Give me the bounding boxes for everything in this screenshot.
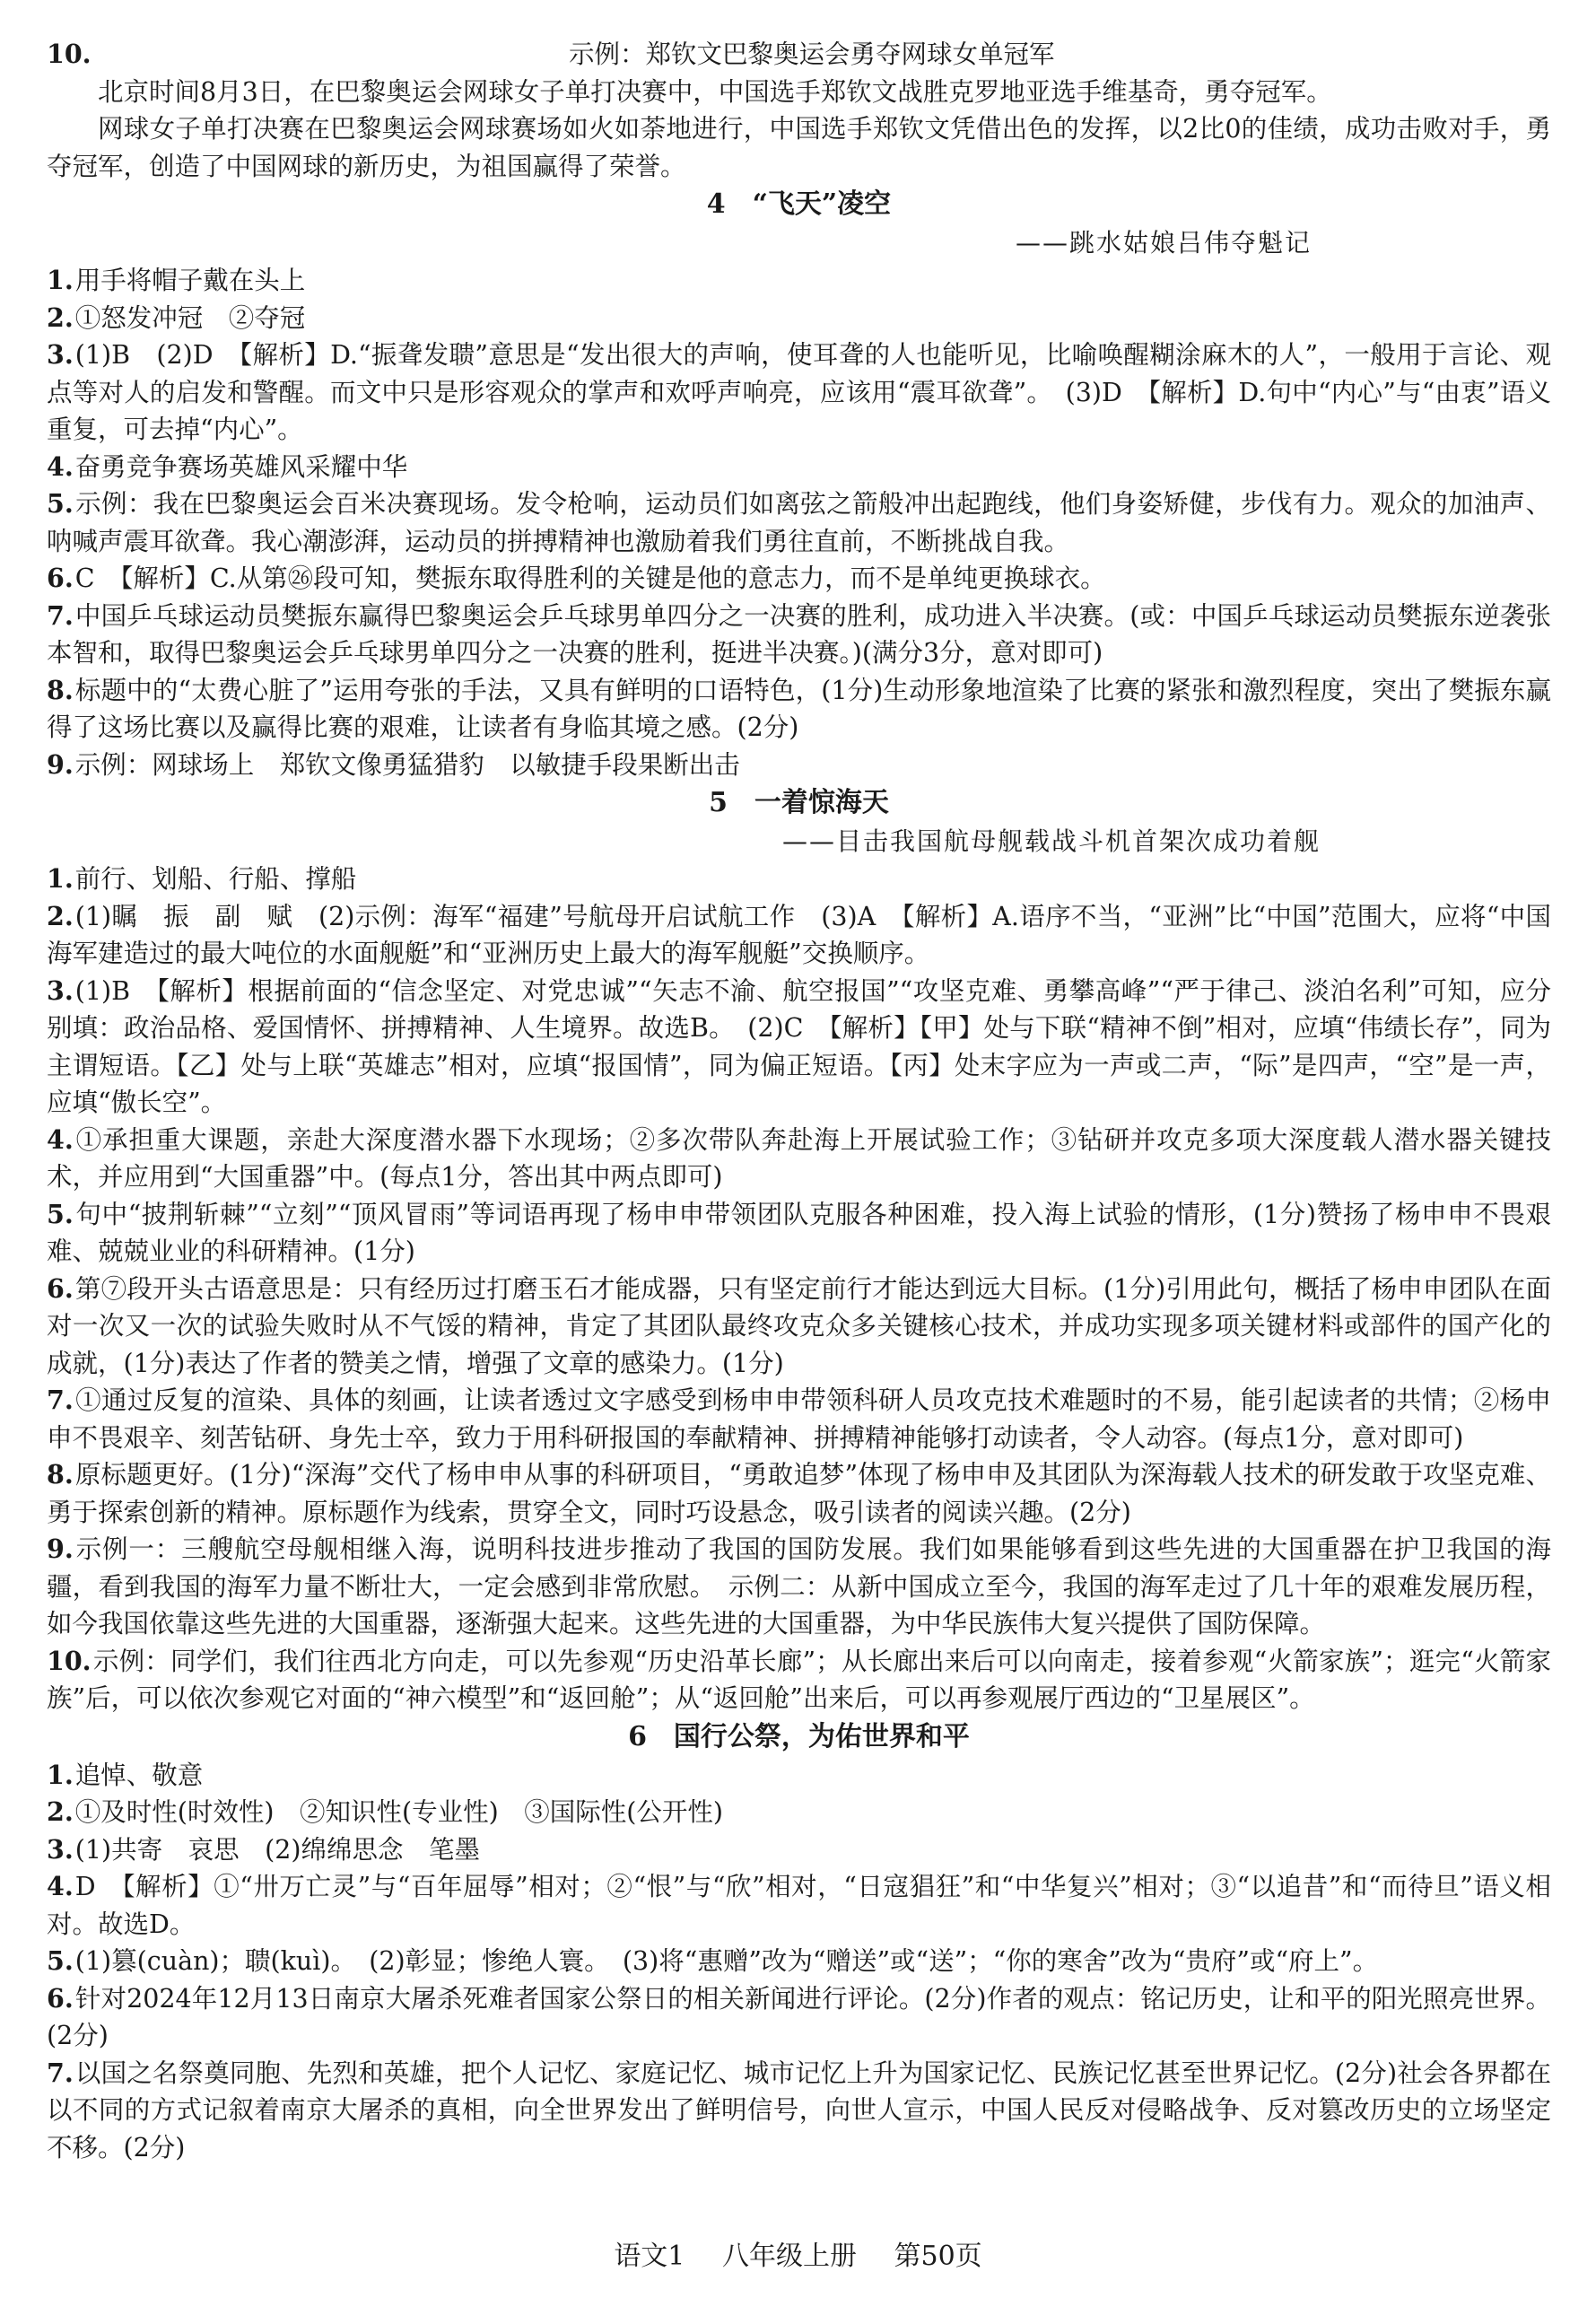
list-item: [47, 300, 1551, 337]
item-number: 5.: [47, 1198, 74, 1229]
item-text: 追悼、敬意: [74, 1760, 204, 1790]
item-number: 5.: [47, 1945, 74, 1976]
item-text: (1)B 【解析】根据前面的“信念坚定、对党忠诚”“矢志不渝、航空报国”“攻坚克难、勇攀高峰”“严于律己、淡泊名利”可知，应分别填：政治品格、爱国情怀、拼搏精神、人生境界。故选B。 (2)C 【解析】【甲】处与下联“精神不倒”相对，应填“伟绩长存”，同为主谓短语。【乙】处与上联“英雄志”相对，应填“报国情”，同为偏正短语。【丙】处末字应为一声或二声，“际”是四声，“空”是一声，应填“傲长空”。: [47, 975, 1551, 1117]
section-5-title: 5 一着惊海天: [709, 787, 889, 818]
q10-para-2: 网球女子单打决赛在巴黎奥运会网球赛场如火如荼地进行，中国选手郑钦文凭借出色的发挥，以2比0的佳绩，成功击败对手，勇夺冠军，创造了中国网球的新历史，为祖国赢得了荣誉。: [47, 114, 1551, 181]
item-number: 4.: [47, 1123, 74, 1155]
list-item: [47, 973, 1551, 1122]
item-number: 7.: [47, 599, 74, 631]
q10-header: [47, 36, 1551, 74]
item-number: 1.: [47, 863, 74, 894]
list-item: [47, 1868, 1551, 1943]
item-number: 3.: [47, 339, 74, 370]
item-number: 4.: [47, 1871, 74, 1901]
item-number: 1.: [47, 265, 74, 295]
item-text: 针对2024年12月13日南京大屠杀死难者国家公祭日的相关新闻进行评论。(2分)作者的观点：铭记历史，让和平的阳光照亮世界。(2分): [47, 1983, 1551, 2050]
item-text: (1)篡(cuàn)；聩(kuì)。 (2)彰显；惨绝人寰。 (3)将“惠赠”改为“赠送”或“送”；“你的寒舍”改为“贵府”或“府上”。: [74, 1946, 1379, 1976]
list-item: [47, 485, 1551, 560]
item-text: 句中“披荆斩棘”“立刻”“顶风冒雨”等词语再现了杨申申带领团队克服各种困难，投入海上试验的情形，(1分)赞扬了杨申申不畏艰难、兢兢业业的科研精神。(1分): [47, 1199, 1551, 1266]
item-number: 6.: [47, 1272, 74, 1304]
list-item: [47, 1831, 1551, 1869]
item-text: ①承担重大课题，亲赴大深度潜水器下水现场；②多次带队奔赴海上开展试验工作；③钻研并攻克多项大深度载人潜水器关键技术，并应用到“大国重器”中。(每点1分，答出其中两点即可): [47, 1124, 1551, 1192]
item-text: ①及时性(时效性) ②知识性(专业性) ③国际性(公开性): [74, 1797, 723, 1827]
item-number: 2.: [47, 301, 74, 333]
q10-para-1: 北京时间8月3日，在巴黎奥运会网球女子单打决赛中，中国选手郑钦文战胜克罗地亚选手维基奇，勇夺冠军。: [98, 76, 1332, 107]
list-item: [47, 861, 1551, 898]
section-4-subtitle: ——跳水姑娘吕伟夺魁记: [1016, 228, 1313, 258]
item-number: 9.: [47, 1533, 74, 1564]
q10-title: 示例：郑钦文巴黎奥运会勇夺网球女单冠军: [569, 39, 1055, 69]
item-text: ①通过反复的渲染、具体的刻画，让读者透过文字感受到杨申申带领科研人员攻克技术难题时的不易，能引起读者的共情；②杨申申不畏艰辛、刻苦钻研、身先士卒，致力于用科研报国的奉献精神、拼搏精神能够打动读者，令人动容。(每点1分，意对即可): [47, 1385, 1551, 1453]
item-text: 第⑦段开头古语意思是：只有经历过打磨玉石才能成器，只有坚定前行才能达到远大目标。(1分)引用此句，概括了杨申申团队在面对一次又一次的试验失败时从不气馁的精神，肯定了其团队最终攻克众多关键核心技术，并成功实现多项关键材料或部件的国产化的成就，(1分)表达了作者的赞美之情，增强了文章的感染力。(1分): [47, 1273, 1551, 1378]
list-item: [47, 598, 1551, 672]
section-4-answers: [47, 262, 1551, 783]
list-item: [47, 262, 1551, 300]
list-item: [47, 1122, 1551, 1196]
list-item: [47, 1531, 1551, 1643]
list-item: [47, 1196, 1551, 1271]
item-text: 原标题更好。(1分)“深海”交代了杨申申从事的科研项目，“勇敢追梦”体现了杨申申及其团队为深海载人技术的研发敢于攻坚克难、勇于探索创新的精神。原标题作为线索，贯穿全文，同时巧设悬念，吸引读者的阅读兴趣。(2分): [47, 1460, 1551, 1527]
list-item: [47, 747, 1551, 784]
item-number: 8.: [47, 1459, 74, 1490]
item-text: (1)共寄 哀思 (2)绵绵思念 笔墨: [74, 1834, 481, 1865]
item-number: 1.: [47, 1759, 74, 1790]
section-5-answers: [47, 861, 1551, 1717]
list-item: [47, 672, 1551, 747]
footer-grade: 八年级上册: [721, 2241, 857, 2272]
item-number: 8.: [47, 674, 74, 705]
item-text: 示例：我在巴黎奥运会百米决赛现场。发令枪响，运动员们如离弦之箭般冲出起跑线，他们身姿矫健，步伐有力。观众的加油声、呐喊声震耳欲聋。我心潮澎湃，运动员的拼搏精神也激励着我们勇往直前，不断挑战自我。: [47, 489, 1551, 556]
list-item: [47, 449, 1551, 486]
item-number: 2.: [47, 1796, 74, 1827]
footer-page-number: 第50页: [894, 2241, 982, 2272]
item-number: 7.: [47, 2057, 74, 2088]
item-number: 5.: [47, 488, 74, 519]
item-number: 9.: [47, 748, 74, 780]
list-item: [47, 336, 1551, 449]
item-text: 前行、划船、行船、撑船: [74, 864, 357, 894]
item-number: 2.: [47, 900, 74, 931]
list-item: [47, 1382, 1551, 1456]
item-number: 6.: [47, 563, 74, 593]
item-text: (1)瞩 振 副 赋 (2)示例：海军“福建”号航母开启试航工作 (3)A 【解析】A.语序不当，“亚洲”比“中国”范围大，应将“中国海军建造过的最大吨位的水面舰艇”和“亚洲历史上最大的海军舰艇”交换顺序。: [47, 901, 1551, 968]
list-item: [47, 898, 1551, 973]
item-text: 用手将帽子戴在头上: [74, 266, 306, 295]
section-6-answers: [47, 1757, 1551, 2167]
item-number: 3.: [47, 1833, 74, 1865]
q10-number: 10.: [47, 39, 92, 69]
section-5-subtitle: ——目击我国航母舰载战斗机首架次成功着舰: [782, 826, 1321, 856]
item-text: D 【解析】①“卅万亡灵”与“百年屈辱”相对；②“恨”与“欣”相对，“日寇猖狂”和“中华复兴”相对；③“以追昔”和“而待旦”语义相对。故选D。: [47, 1872, 1551, 1939]
section-4-title: 4 “飞天”凌空: [706, 188, 892, 220]
list-item: [47, 1794, 1551, 1831]
item-text: ①怒发冲冠 ②夺冠: [74, 302, 306, 333]
item-number: 7.: [47, 1385, 74, 1415]
list-item: [47, 1943, 1551, 1980]
item-number: 10.: [47, 1645, 92, 1676]
item-text: 示例：同学们，我们往西北方向走，可以先参观“历史沿革长廊”；从长廊出来后可以向南走，接着参观“火箭家族”；逛完“火箭家族”后，可以依次参观它对面的“神六模型”和“返回舱”；从“返回舱”出来后，可以再参观展厅西边的“卫星展区”。: [47, 1646, 1551, 1713]
page-footer: [0, 2239, 1596, 2275]
item-number: 4.: [47, 450, 74, 482]
list-item: [47, 1271, 1551, 1383]
item-text: 以国之名祭奠同胞、先烈和英雄，把个人记忆、家庭记忆、城市记忆上升为国家记忆、民族记忆甚至世界记忆。(2分)社会各界都在以不同的方式记叙着南京大屠杀的真相，向全世界发出了鲜明信号，向世人宣示，中国人民反对侵略战争、反对篡改历史的立场坚定不移。(2分): [47, 2058, 1551, 2163]
list-item: [47, 560, 1551, 598]
item-text: 奋勇竞争赛场英雄风采耀中华: [74, 451, 408, 482]
item-text: 标题中的“太费心脏了”运用夸张的手法，又具有鲜明的口语特色，(1分)生动形象地渲染了比赛的紧张和激烈程度，突出了樊振东赢得了这场比赛以及赢得比赛的艰难，让读者有身临其境之感。(2分): [47, 675, 1551, 742]
section-6-title: 6 国行公祭，为佑世界和平: [628, 1720, 970, 1752]
item-text: (1)B (2)D 【解析】D.“振聋发聩”意思是“发出很大的声响，使耳聋的人也能听见，比喻唤醒糊涂麻木的人”，一般用于言论、观点等对人的启发和警醒。而文中只是形容观众的掌声和欢呼声响亮，应该用“震耳欲聋”。 (3)D 【解析】D.句中“内心”与“由衷”语义重复，可去掉“内心”。: [47, 340, 1551, 444]
item-text: 示例：网球场上 郑钦文像勇猛猎豹 以敏捷手段果断出击: [74, 749, 740, 780]
list-item: [47, 1980, 1551, 2055]
item-text: 示例一：三艘航空母舰相继入海，说明科技进步推动了我国的国防发展。我们如果能够看到这些先进的大国重器在护卫我国的海疆，看到我国的海军力量不断壮大，一定会感到非常欣慰。 示例二：从新中国成立至今，我国的海军走过了几十年的艰难发展历程，如今我国依靠这些先进的大国重器，逐渐强大起来。这些先进的大国重器，为中华民族伟大复兴提供了国防保障。: [47, 1534, 1551, 1638]
list-item: [47, 1643, 1551, 1717]
item-number: 6.: [47, 1982, 74, 2014]
list-item: [47, 1456, 1551, 1531]
item-text: C 【解析】C.从第㉖段可知，樊振东取得胜利的关键是他的意志力，而不是单纯更换球衣。: [74, 564, 1106, 593]
list-item: [47, 1757, 1551, 1795]
footer-subject: 语文1: [614, 2241, 685, 2272]
item-number: 3.: [47, 974, 74, 1006]
item-text: 中国乒乓球运动员樊振东赢得巴黎奥运会乒乓球男单四分之一决赛的胜利，成功进入半决赛。(或：中国乒乓球运动员樊振东逆袭张本智和，取得巴黎奥运会乒乓球男单四分之一决赛的胜利，挺进半决赛。)(满分3分，意对即可): [47, 600, 1551, 668]
list-item: [47, 2055, 1551, 2167]
